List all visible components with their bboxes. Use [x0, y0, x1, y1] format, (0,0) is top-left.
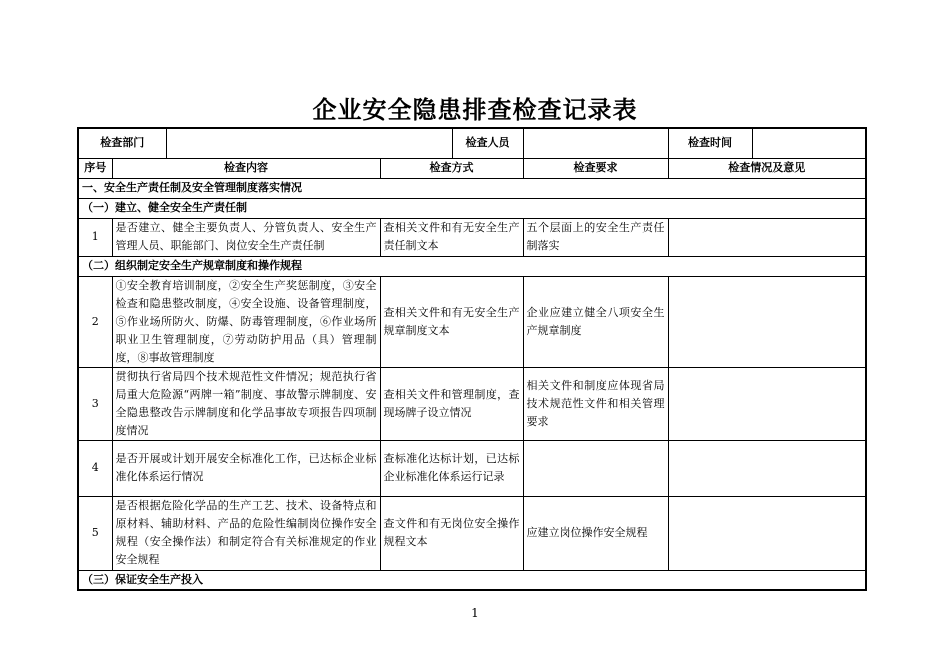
- row-content: 是否建立、健全主要负责人、分管负责人、安全生产管理人员、职能部门、岗位安全生产责任制: [112, 218, 380, 256]
- time-value-cell[interactable]: [752, 128, 866, 158]
- subsection-heading: （三）保证安全生产投入: [78, 570, 866, 590]
- table-row: [78, 218, 866, 256]
- row-result-cell[interactable]: [668, 276, 866, 367]
- row-content: 贯彻执行省局四个技术规范性文件情况；规范执行省局重大危险源“两牌一箱”制度、事故警示牌制度、安全隐患整改告示牌制度和化学品事故专项报告四项制度情况: [112, 367, 380, 440]
- row-result-cell[interactable]: [668, 367, 866, 440]
- inspection-record-table: [77, 127, 867, 591]
- info-row: [78, 128, 866, 158]
- column-header-row: [78, 158, 866, 178]
- subsection-heading: （二）组织制定安全生产规章制度和操作规程: [78, 256, 866, 276]
- row-requirement: 五个层面上的安全生产责任制落实: [523, 218, 668, 256]
- row-method: 查相关文件和有无安全生产责任制文本: [380, 218, 523, 256]
- row-requirement: 应建立岗位操作安全规程: [523, 496, 668, 570]
- row-method: 查相关文件和有无安全生产规章制度文本: [380, 276, 523, 367]
- subsection-heading: （一）建立、健全安全生产责任制: [78, 198, 866, 218]
- subsection-row: [78, 256, 866, 276]
- row-content: 是否开展或计划开展安全标准化工作，已达标企业标准化体系运行情况: [112, 440, 380, 496]
- col-header-requirement: 检查要求: [523, 158, 668, 178]
- row-requirement: [523, 440, 668, 496]
- section-heading: 一、安全生产责任制及安全管理制度落实情况: [78, 178, 866, 198]
- row-number: 3: [78, 367, 112, 440]
- row-number: 2: [78, 276, 112, 367]
- row-method: 查文件和有无岗位安全操作规程文本: [380, 496, 523, 570]
- row-content: ①安全教育培训制度，②安全生产奖惩制度，③安全检查和隐患整改制度，④安全设施、设备管理制度，⑤作业场所防火、防爆、防毒管理制度，⑥作业场所职业卫生管理制度，⑦劳动防护用品（具）管理制度，⑧事故管理制度: [112, 276, 380, 367]
- col-header-method: 检查方式: [380, 158, 523, 178]
- inspector-value-cell[interactable]: [523, 128, 668, 158]
- page-title: 企业安全隐患排查检查记录表: [312, 95, 638, 124]
- table-row: [78, 496, 866, 570]
- subsection-row: [78, 198, 866, 218]
- row-requirement: 企业应建立健全八项安全生产规章制度: [523, 276, 668, 367]
- dept-value-cell[interactable]: [166, 128, 452, 158]
- section-row: [78, 178, 866, 198]
- row-method: 查标准化达标计划，已达标企业标准化体系运行记录: [380, 440, 523, 496]
- row-number: 1: [78, 218, 112, 256]
- row-result-cell[interactable]: [668, 496, 866, 570]
- dept-label: 检查部门: [78, 128, 166, 158]
- inspector-label: 检查人员: [452, 128, 523, 158]
- time-label: 检查时间: [668, 128, 752, 158]
- row-result-cell[interactable]: [668, 218, 866, 256]
- table-row: [78, 367, 866, 440]
- row-method: 查相关文件和管理制度，查现场牌子设立情况: [380, 367, 523, 440]
- page-number: 1: [471, 606, 479, 620]
- subsection-row: [78, 570, 866, 590]
- col-header-result: 检查情况及意见: [668, 158, 866, 178]
- row-content: 是否根据危险化学品的生产工艺、技术、设备特点和原材料、辅助材料、产品的危险性编制岗位操作安全规程（安全操作法）和制定符合有关标准规定的作业安全规程: [112, 496, 380, 570]
- table-row: [78, 276, 866, 367]
- row-number: 5: [78, 496, 112, 570]
- row-result-cell[interactable]: [668, 440, 866, 496]
- table-row: [78, 440, 866, 496]
- row-requirement: 相关文件和制度应体现省局技术规范性文件和相关管理要求: [523, 367, 668, 440]
- row-number: 4: [78, 440, 112, 496]
- col-header-no: 序号: [78, 158, 112, 178]
- col-header-content: 检查内容: [112, 158, 380, 178]
